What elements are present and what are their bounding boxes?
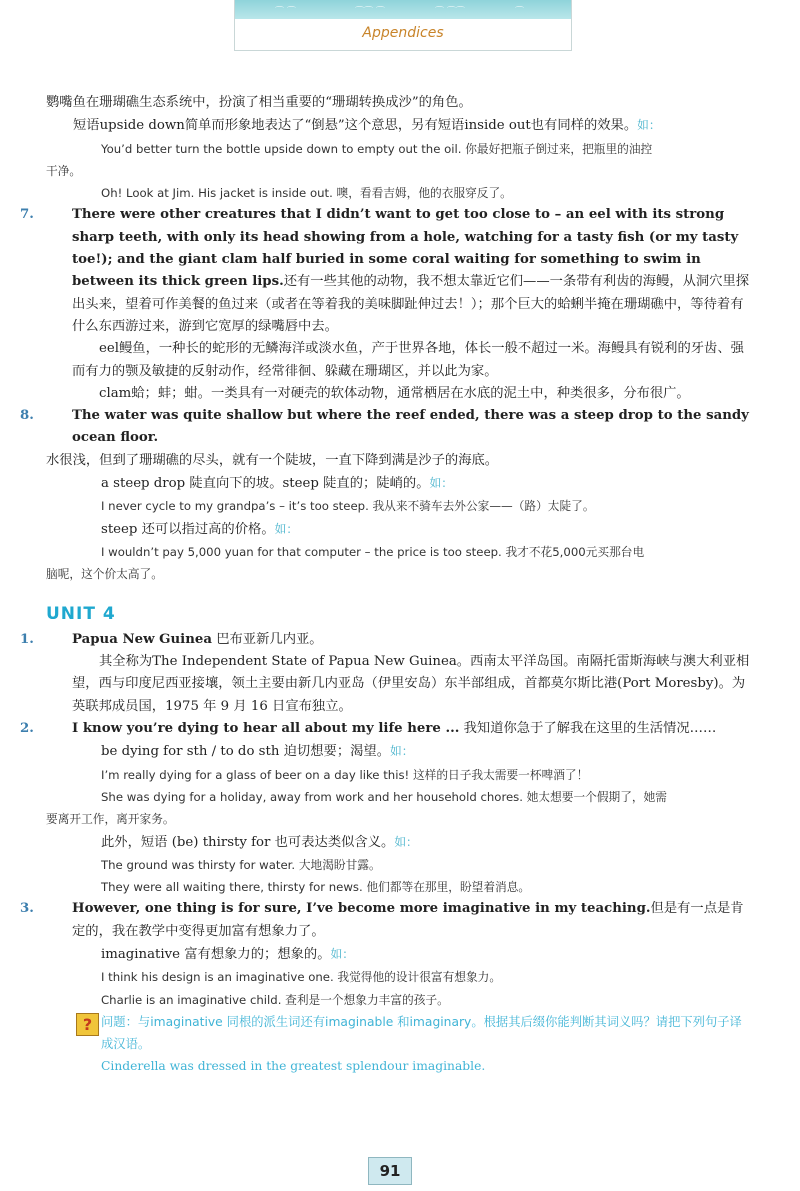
example-sentence: I never cycle to my grandpa’s – it’s too steep. 我从来不骑车去外公家——（路）太陡了。 xyxy=(101,499,595,514)
example-sentence: Charlie is an imaginative child. 查利是一个想象力丰富的孩子。 xyxy=(101,992,449,1007)
note-item-8-translation: 水很浅，但到了珊瑚礁的尽头，就有一个陡坡，一直下降到满是沙子的海底。 xyxy=(46,452,499,468)
eel-definition: eel鳗鱼，一种长的蛇形的无鳞海洋或淡水鱼，产于世界各地，体长一般不超过一米。海鳗具有锐利的牙齿、强而有力的颚及敏捷的反射动作，经常徘徊、躲藏在珊瑚区，并以此为家。 xyxy=(72,341,744,379)
imaginative-definition: imaginative 富有想象力的；想象的。如： xyxy=(101,946,354,962)
steep-price-note: steep 还可以指过高的价格。如： xyxy=(101,521,299,537)
png-detail: 其全称为The Independent State of Papua New Guinea。西南太平洋岛国。南隔托雷斯海峡与澳大利亚相望，西与印度尼西亚接壤，领土主要由新几内亚岛（伊里安岛）东半部组成，首都莫尔斯比港(Port Moresby)。为英联邦成员国，1975 年 9 月 16 日宣布独立。 xyxy=(72,654,750,714)
example-sentence: I’m really dying for a glass of beer on a day like this! 这样的日子我太需要一杯啤酒了！ xyxy=(101,767,589,782)
example-sentence-cont: 要离开工作，离开家务。 xyxy=(46,812,175,827)
note-item-1: 1. Papua New Guinea 巴布亚新几内亚。 xyxy=(20,631,323,647)
example-sentence-cont: 脑呢，这个价太高了。 xyxy=(46,567,163,582)
question-text: 问题：与imaginative 同根的派生词还有imaginable 和imaginary。根据其后缀你能判断其词义吗？请把下列句子译成汉语。 xyxy=(101,1014,742,1052)
upside-down-note: 短语upside down简单而形象地表达了“倒悬”这个意思，另有短语inside out也有同样的效果。如： xyxy=(73,118,661,134)
note-item-2: 2. I know you’re dying to hear all about my life here ... 我知道你急于了解我在这里的生活情况…… xyxy=(20,721,717,737)
question-sentence: Cinderella was dressed in the greatest splendour imaginable. xyxy=(101,1059,486,1074)
example-sentence: You’d better turn the bottle upside down to empty out the oil. 你最好把瓶子倒过来，把瓶里的油控 xyxy=(101,141,653,156)
note-item-7: 7. There were other creatures that I didn’t want to get too close to – an eel with its strong sharp teeth, with only its head showing from a hole, watching for a tasty fish (or my tasty toe!); and the giant clam half buried in some coral waiting for something to swim in between its thick green lips.还有一些其他的动物，我不想太靠近它们——一条带有利齿的海鳗，从洞穴里探出头来，望着可作美餐的鱼过来（或者在等着我的美味脚趾伸过去！）；那个巨大的蛤蜊半掩在珊瑚礁中，等待着有什么东西游过来，游到它宽厚的绿嘴唇中去。 xyxy=(20,207,750,334)
page-number: 91 xyxy=(368,1157,412,1185)
example-sentence-cont: 干净。 xyxy=(46,163,82,178)
question-box xyxy=(46,1011,754,1078)
note-item-8: 8. The water was quite shallow but where the reef ended, there was a steep drop to the sandy ocean floor. xyxy=(20,408,749,446)
note-item-3: 3. However, one thing is for sure, I’ve become more imaginative in my teaching.但是有一点是肯定的，我在教学中变得更加富有想象力了。 xyxy=(20,901,744,939)
example-sentence: The ground was thirsty for water. 大地渴盼甘露。 xyxy=(101,857,381,872)
header-title: Appendices xyxy=(362,25,444,41)
header-banner xyxy=(234,0,572,51)
thirsty-definition: 此外，短语 (be) thirsty for 也可表达类似含义。如： xyxy=(101,834,418,850)
example-sentence: I think his design is an imaginative one. 我觉得他的设计很富有想象力。 xyxy=(101,970,502,985)
clam-definition: clam蛤；蚌；蚶。一类具有一对硬壳的软体动物，通常栖居在水底的泥土中，种类很多，分布很广。 xyxy=(99,385,690,401)
steep-definition: a steep drop 陡直向下的坡。steep 陡直的；陡峭的。如： xyxy=(101,476,453,492)
example-sentence: She was dying for a holiday, away from work and her household chores. 她太想要一个假期了，她需 xyxy=(101,789,667,804)
example-sentence: I wouldn’t pay 5,000 yuan for that computer – the price is too steep. 我才不花5,000元买那台电 xyxy=(101,544,645,559)
example-sentence: They were all waiting there, thirsty for news. 他们都等在那里，盼望着消息。 xyxy=(101,880,531,895)
unit-heading: UNIT 4 xyxy=(46,603,116,624)
parrotfish-intro: 鹦嘴鱼在珊瑚礁生态系统中，扮演了相当重要的“珊瑚转换成沙”的角色。 xyxy=(46,95,472,110)
page-content xyxy=(20,92,754,1078)
dying-definition: be dying for sth / to do sth 迫切想要；渴望。如： xyxy=(101,744,414,760)
question-mark-icon: ? xyxy=(76,1013,99,1036)
banner-wave-decoration: ⌒ ⌒ ⌒⌒ ⌒ ⌒ ⌒⌒ ⌒ xyxy=(235,0,571,19)
example-sentence: Oh! Look at Jim. His jacket is inside out. 噢，看看吉姆，他的衣服穿反了。 xyxy=(101,186,512,201)
